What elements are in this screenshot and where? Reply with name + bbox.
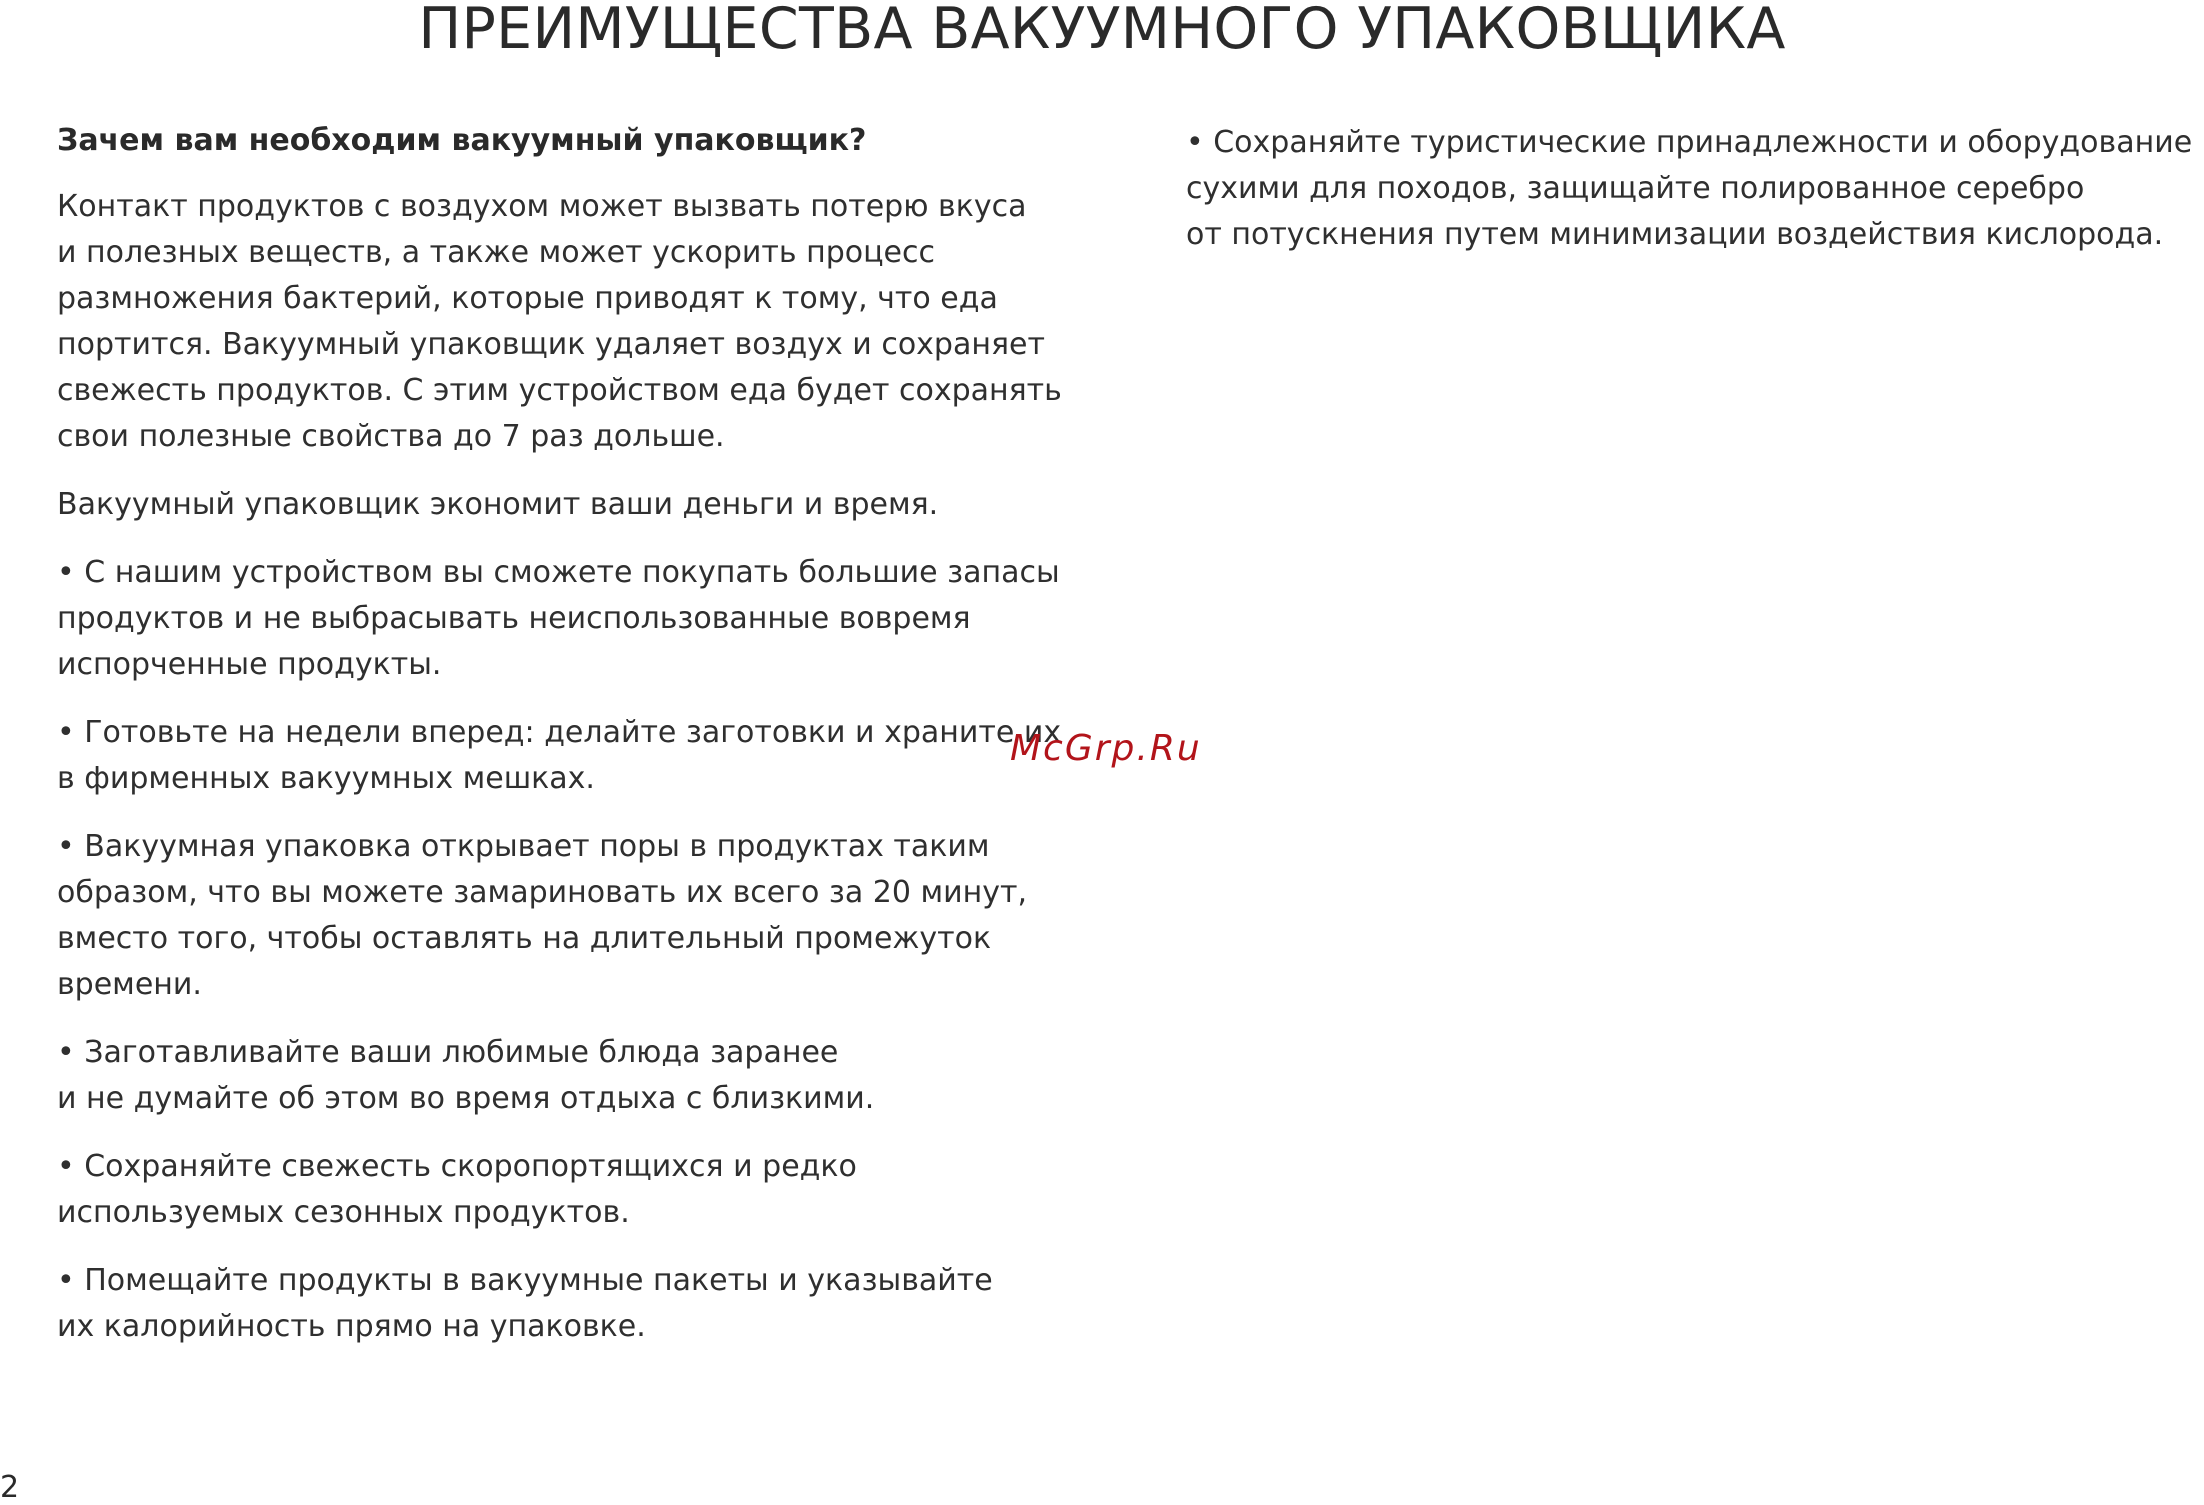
text-line: сухими для походов, защищайте полированное серебро <box>1186 171 2085 206</box>
text-line: образом, что вы можете замариновать их всего за 20 минут, <box>57 875 1028 910</box>
text-line: вместо того, чтобы оставлять на длительный промежуток <box>57 921 992 956</box>
bullet-item <box>1186 120 2204 258</box>
text-line: • Готовьте на недели вперед: делайте заготовки и храните их <box>57 715 1062 750</box>
right-column <box>1186 120 2204 280</box>
statement-paragraph <box>57 482 1167 528</box>
text-line: • Заготавливайте ваши любимые блюда заранее <box>57 1035 839 1070</box>
text-line: в фирменных вакуумных мешках. <box>57 761 595 796</box>
section-heading: Зачем вам необходим вакуумный упаковщик? <box>57 123 867 158</box>
bullet-item <box>57 550 1167 688</box>
text-line: • Вакуумная упаковка открывает поры в продуктах таким <box>57 829 990 864</box>
bullet-item <box>57 824 1167 1008</box>
text-line: свежесть продуктов. С этим устройством еда будет сохранять <box>57 373 1062 408</box>
page-number: 2 <box>0 1470 20 1505</box>
bullet-item <box>57 710 1167 802</box>
text-line: портится. Вакуумный упаковщик удаляет воздух и сохраняет <box>57 327 1045 362</box>
text-line: используемых сезонных продуктов. <box>57 1195 630 1230</box>
text-line: и полезных веществ, а также может ускорить процесс <box>57 235 935 270</box>
text-line: продуктов и не выбрасывать неиспользованные вовремя <box>57 601 971 636</box>
text-line: времени. <box>57 967 202 1002</box>
text-line: их калорийность прямо на упаковке. <box>57 1309 646 1344</box>
text-line: Вакуумный упаковщик экономит ваши деньги и время. <box>57 487 939 522</box>
text-line: от потускнения путем минимизации воздействия кислорода. <box>1186 217 2164 252</box>
text-line: • С нашим устройством вы сможете покупать большие запасы <box>57 555 1060 590</box>
bullet-item <box>57 1258 1167 1350</box>
text-line: размножения бактерий, которые приводят к тому, что еда <box>57 281 998 316</box>
page-title: ПРЕИМУЩЕСТВА ВАКУУМНОГО УПАКОВЩИКА <box>418 0 1786 62</box>
bullet-item <box>57 1030 1167 1122</box>
bullet-item <box>57 1144 1167 1236</box>
text-line: и не думайте об этом во время отдыха с близкими. <box>57 1081 875 1116</box>
left-column <box>57 118 1167 1372</box>
watermark: McGrp.Ru <box>1010 728 1202 769</box>
text-line: Контакт продуктов с воздухом может вызвать потерю вкуса <box>57 189 1027 224</box>
intro-paragraph <box>57 184 1167 460</box>
text-line: свои полезные свойства до 7 раз дольше. <box>57 419 725 454</box>
text-line: • Сохраняйте свежесть скоропортящихся и редко <box>57 1149 857 1184</box>
text-line: • Сохраняйте туристические принадлежности и оборудование <box>1186 125 2193 160</box>
text-line: • Помещайте продукты в вакуумные пакеты и указывайте <box>57 1263 993 1298</box>
text-line: испорченные продукты. <box>57 647 442 682</box>
